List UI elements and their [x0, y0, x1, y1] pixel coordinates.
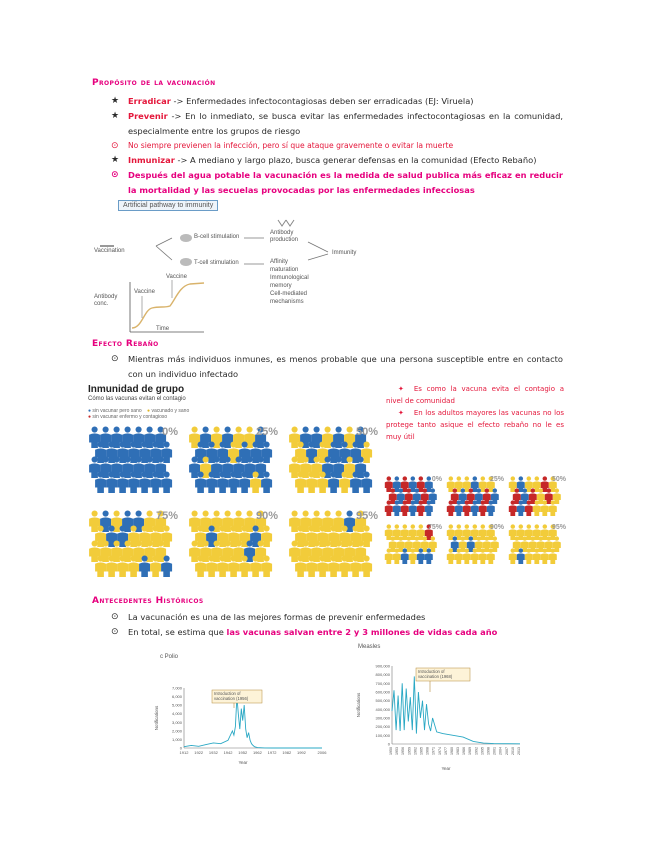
note-text: En los adultos mayores las vacunas no los protege tanto asique el efecto rebaño no le es muy útil — [386, 409, 564, 441]
herd-panel — [88, 426, 178, 496]
person-icon — [424, 500, 434, 520]
person-icon — [360, 555, 373, 581]
label-affinity-memory: Affinity maturation Immunological memory Cell-mediated mechanisms — [270, 259, 309, 305]
item-text: La vacunación es una de las mejores formas de prevenir enfermedades — [128, 612, 426, 622]
x-tick-label: 1989 — [468, 747, 473, 755]
circled-bullet-icon: ⊙ — [111, 141, 119, 151]
herd-panel — [446, 476, 504, 520]
x-tick-label: 1982 — [282, 750, 292, 755]
section-title-purpose: Propósito de la vacunación — [92, 78, 216, 88]
y-tick-label: 6,000 — [171, 694, 182, 700]
y-tick-label: 4,000 — [171, 711, 182, 717]
diagram-title: Artificial pathway to immunity — [118, 200, 218, 211]
y-axis-label: Notifications — [356, 692, 361, 718]
herd-title: Inmunidad de grupo — [88, 384, 185, 395]
y-axis-label: Notifications — [154, 705, 159, 731]
antibody-icon — [278, 220, 294, 226]
arrow-line — [156, 238, 172, 246]
herd-immunity-infographic — [88, 384, 378, 584]
note-text: Es como la vacuna evita el contagio a nivel de comunidad — [386, 385, 564, 405]
annotation-text: vaccination (1968) — [418, 674, 453, 679]
x-tick-label: 1912 — [179, 750, 189, 755]
legend-label: vacunado y sano — [151, 408, 190, 414]
data-line — [184, 697, 322, 748]
star-icon: ★ — [111, 155, 120, 165]
y-tick-label: 800,000 — [375, 672, 390, 678]
arrow-line — [156, 246, 172, 260]
herd-subtitle: Cómo las vacunas evitan el contagio — [88, 396, 186, 402]
y-tick-label: 500,000 — [375, 698, 390, 704]
herd-percent-label: 75% — [427, 524, 442, 531]
keyword-prevenir: Prevenir — [128, 111, 168, 121]
y-tick-label: 5,000 — [171, 702, 182, 708]
item-text: -> Enfermedades infectocontagiosas deben ser erradicadas (EJ: Viruela) — [170, 96, 474, 106]
b-cell-icon — [180, 234, 192, 242]
circled-bullet-icon: ⊙ — [111, 627, 119, 637]
herd-percent-label: 75% — [155, 510, 178, 522]
arrow-line — [308, 242, 328, 252]
herd-percent-label: 90% — [255, 510, 278, 522]
herd-panel — [288, 426, 378, 496]
person-icon — [486, 500, 496, 520]
chart-title: c Polio — [160, 654, 179, 660]
person-icon — [424, 548, 434, 568]
list-item — [111, 625, 563, 640]
legend-label: sin vacunar pero sano — [92, 408, 142, 414]
herd-percent-label: 0% — [431, 476, 442, 483]
person-icon — [360, 471, 373, 497]
item-text: -> A mediano y largo plazo, busca generar defensas en la comunidad (Efecto Rebaño) — [174, 155, 537, 165]
x-tick-label: 2007 — [504, 747, 509, 755]
y-tick-label: 200,000 — [375, 724, 390, 730]
keyword-inmunizar: Inmunizar — [128, 155, 175, 165]
herd-panel — [188, 426, 278, 496]
y-tick-label: 0 — [179, 745, 182, 751]
herd-percent-label: 25% — [489, 476, 504, 483]
annotation-text: Introduction of — [214, 691, 241, 696]
section-title-herd: Efecto Rebaño — [92, 339, 159, 349]
x-tick-label: 1952 — [238, 750, 248, 755]
x-tick-label: 2001 — [492, 747, 497, 755]
x-tick-label: 1998 — [486, 747, 491, 755]
herd-panel — [288, 510, 378, 580]
y-tick-label: 600,000 — [375, 689, 390, 695]
label-immunity: Immunity — [332, 250, 357, 256]
x-tick-label: 1977 — [443, 747, 448, 755]
item-text: Mientras más individuos inmunes, es menos probable que una persona susceptible entre en contacto con un individuo infectado — [128, 354, 563, 379]
x-tick-label: 1986 — [462, 747, 467, 755]
note-item — [386, 407, 564, 443]
legend-blue-icon: ● — [88, 408, 92, 414]
label-t-cell: T-cell stimulation — [194, 260, 239, 266]
herd-panel — [384, 476, 442, 520]
label-vaccine: Vaccine — [166, 274, 187, 280]
herd-panel — [446, 524, 504, 568]
y-tick-label: 300,000 — [375, 715, 390, 721]
item-text: Después del agua potable la vacunación es la medida de salud publica más eficaz en reducir la mortalidad y las secuelas provocadas por las enfermedades infecciosas — [128, 170, 563, 195]
label-antibody-conc: Antibody conc. — [94, 294, 118, 307]
list-item — [111, 94, 563, 109]
herd-percent-label: 50% — [551, 476, 566, 483]
herd-immunity-small-infographic — [384, 476, 564, 572]
x-tick-label: 2006 — [317, 750, 327, 755]
person-icon — [160, 555, 173, 581]
item-text: En total, se estima que — [128, 627, 227, 637]
x-tick-label: 1995 — [480, 747, 485, 755]
y-tick-label: 100,000 — [375, 732, 390, 738]
herd-panel — [508, 476, 566, 520]
plus-bullet-icon: ✦ — [398, 409, 404, 417]
label-b-cell: B-cell stimulation — [194, 234, 240, 240]
x-tick-label: 1932 — [208, 750, 218, 755]
herd-percent-label: 95% — [551, 524, 566, 531]
x-axis-label: Year — [441, 766, 451, 771]
x-tick-label: 1980 — [449, 747, 454, 755]
y-tick-label: 0 — [387, 741, 390, 747]
herd-panel — [188, 510, 278, 580]
list-item — [111, 139, 563, 154]
x-tick-label: 1972 — [267, 750, 277, 755]
list-item — [111, 168, 563, 197]
x-tick-label: 1942 — [223, 750, 233, 755]
x-tick-label: 1974 — [437, 747, 442, 755]
person-icon — [260, 555, 273, 581]
x-tick-label: 1956 — [401, 747, 406, 755]
annotation-text: vaccination (1956) — [214, 696, 249, 701]
item-text: -> En lo inmediato, se busca evitar las enfermedades infectocontagiosas en la comunidad, especialmente entre los grupos de riesgo — [128, 111, 563, 136]
x-tick-label: 1959 — [407, 747, 412, 755]
y-tick-label: 700,000 — [375, 680, 390, 686]
x-tick-label: 1922 — [194, 750, 204, 755]
person-icon — [548, 548, 558, 568]
section-title-history: Antecedentes Históricos — [92, 596, 204, 606]
x-tick-label: 1971 — [431, 747, 436, 755]
circled-bullet-icon: ⊙ — [111, 354, 119, 364]
herd-panel — [88, 510, 178, 580]
x-tick-label: 1965 — [419, 747, 424, 755]
circled-bullet-icon: ⊙ — [111, 170, 119, 180]
list-item — [111, 610, 563, 625]
list-item — [111, 153, 563, 168]
x-tick-label: 1992 — [296, 750, 306, 755]
data-line — [392, 676, 520, 743]
note-item — [386, 383, 564, 407]
keyword-erradicar: Erradicar — [128, 96, 171, 106]
chart-title: Measles — [358, 644, 381, 650]
y-tick-label: 900,000 — [375, 663, 390, 669]
x-tick-label: 1962 — [413, 747, 418, 755]
x-tick-label: 1983 — [456, 747, 461, 755]
y-tick-label: 3,000 — [171, 719, 182, 725]
herd-notes — [386, 383, 564, 443]
immunity-pathway-diagram — [94, 198, 374, 334]
person-icon — [486, 548, 496, 568]
y-tick-label: 400,000 — [375, 706, 390, 712]
person-icon — [548, 500, 558, 520]
person-icon — [160, 471, 173, 497]
x-axis-label: Year — [238, 760, 248, 765]
plus-bullet-icon: ✦ — [398, 385, 404, 393]
herd-panel — [384, 524, 442, 568]
list-item — [111, 109, 563, 138]
measles-chart — [350, 642, 525, 776]
item-text: No siempre previenen la infección, pero sí que ataque gravemente o evitar la muerte — [128, 141, 454, 150]
star-icon: ★ — [111, 96, 120, 106]
label-time: Time — [156, 326, 170, 332]
circled-bullet-icon: ⊙ — [111, 612, 119, 622]
y-tick-label: 2,000 — [171, 728, 182, 734]
herd-percent-label: 95% — [355, 510, 378, 522]
label-vaccination: Vaccination — [94, 248, 125, 254]
t-cell-icon — [180, 258, 192, 266]
label-vaccine: Vaccine — [134, 289, 155, 295]
x-tick-label: 1962 — [252, 750, 262, 755]
person-icon — [260, 471, 273, 497]
star-icon: ★ — [111, 111, 120, 121]
x-tick-label: 1968 — [425, 747, 430, 755]
legend-yellow-icon: ● — [147, 408, 151, 414]
label-antibody-production: Antibody production — [270, 230, 299, 243]
polio-chart — [150, 648, 330, 772]
herd-percent-label: 90% — [489, 524, 504, 531]
herd-panel — [508, 524, 566, 568]
x-tick-label: 2010 — [510, 747, 515, 755]
arrow-line — [308, 254, 328, 260]
highlight-text: las vacunas salvan entre 2 y 3 millones de vidas cada año — [226, 627, 498, 637]
x-tick-label: 2013 — [517, 747, 521, 755]
herd-legend — [88, 408, 248, 420]
herd-percent-label: 50% — [355, 426, 378, 438]
herd-percent-label: 0% — [162, 426, 178, 438]
annotation-text: Introduction of — [418, 669, 445, 674]
x-tick-label: 2004 — [498, 747, 503, 755]
y-tick-label: 7,000 — [171, 685, 182, 691]
legend-red-icon: ● — [88, 414, 92, 420]
y-tick-label: 1,000 — [171, 736, 182, 742]
x-tick-label: 1950 — [389, 747, 393, 755]
legend-label: sin vacunar enfermo y contagioso — [92, 414, 168, 420]
list-item — [111, 352, 563, 381]
x-tick-label: 1992 — [474, 747, 479, 755]
herd-percent-label: 25% — [255, 426, 278, 438]
x-tick-label: 1953 — [395, 747, 400, 755]
